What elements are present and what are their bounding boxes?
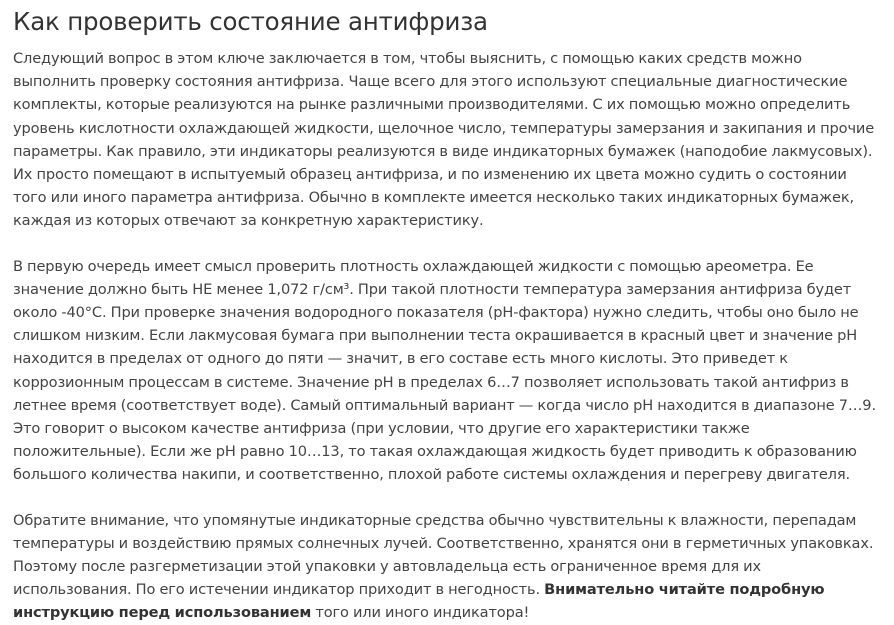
paragraph-density-ph: В первую очередь имеет смысл проверить плотность охлаждающей жидкости с помощью ареометра. Ее значение должно быть НЕ менее 1,072 г/см³. При такой плотности температура замерзания антифриза будет около -40°С. При проверке значения водородного показателя (рН-фактора) нужно следить, чтобы оно было не слишком низким. Если лакмусовая бумага при выполнении теста окрашивается в красный цвет и значение рН находится в пределах от одного до пяти — значит, в его составе есть много кислоты. Это приведет к коррозионным процессам в системе. Значение рН в пределах 6…7 позволяет использовать такой антифриз в летнее время (соответствует воде). Самый оптимальный вариант — когда число рН находится в диапазоне 7…9. Это говорит о высоком качестве антифриза (при условии, что другие его характеристики также положительные). Если же рН равно 10…13, то такая охлаждающая жидкость будет приводить к образованию большого количества накипи, и соответственно, плохой работе системы охлаждения и перегреву двигателя. bbox=[13, 257, 876, 484]
article-title: Как проверить состояние антифриза bbox=[13, 7, 488, 36]
paragraph3-text-start: Обратите внимание, что упомянутые индикаторные средства обычно чувствительны к влажности, перепадам температуры и воздействию прямых солнечных лучей. Соответственно, хранятся они в герметичных упаковках. Поэтому после разгерметизации этой упаковки у автовладельца есть ограниченное время для их использования. По его истечении индикатор приходит в негодность. bbox=[13, 511, 874, 599]
paragraph3-text-end: того или иного индикатора! bbox=[311, 604, 530, 622]
instruction-emphasis: Внимательно читайте подробную инструкцию перед использованием bbox=[13, 581, 825, 622]
paragraph-storage-warning bbox=[13, 509, 880, 625]
paragraph-diagnostic-kits: Следующий вопрос в этом ключе заключается в том, чтобы выяснить, с помощью каких средств можно выполнить проверку состояния антифриза. Чаще всего для этого используют специальные диагностические комплекты, которые реализуются на рынке различными производителями. С их помощью можно определить уровень кислотности охлаждающей жидкости, щелочное число, температуры замерзания и закипания и прочие параметры. Как правило, эти индикаторы реализуются в виде индикаторных бумажек (наподобие лакмусовых). Их просто помещают в испытуемый образец антифриза, и по изменению их цвета можно судить о состоянии того или иного параметра антифриза. Обычно в комплекте имеется несколько таких индикаторных бумажек, каждая из которых отвечают за конкретную характеристику. bbox=[13, 50, 875, 230]
